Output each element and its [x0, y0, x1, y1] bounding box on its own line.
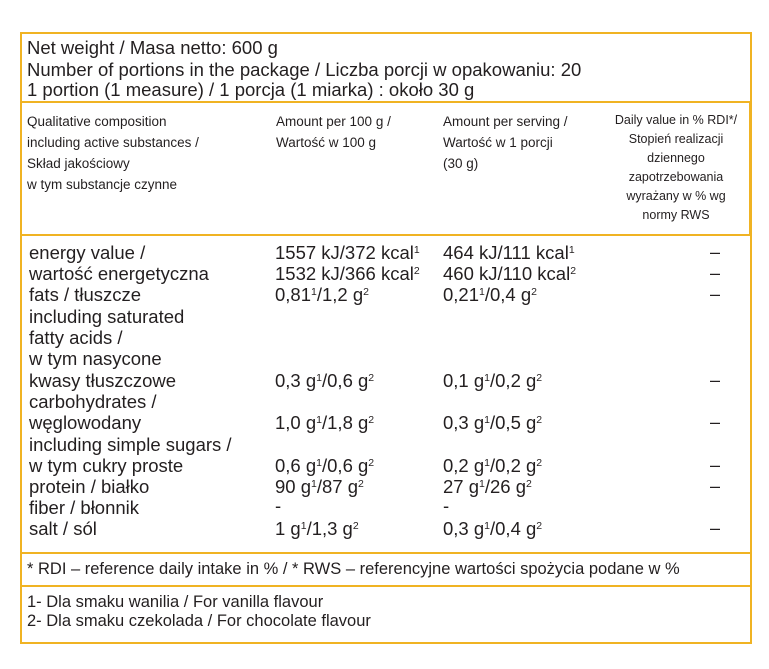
- portion-size: 1 portion (1 measure) / 1 porcja (1 miarka) : około 30 g: [27, 79, 475, 100]
- rdi-footnote: * RDI – reference daily intake in % / * RWS – referencyjne wartości spożycia podane w %: [27, 560, 680, 578]
- row-sugars-name: including simple sugars /: [29, 434, 232, 455]
- row-carbs-per-serving: 0,3 $g^1/0,5$ $g^2$: [443, 412, 543, 433]
- row-carbs-name: carbohydrates /: [29, 391, 157, 412]
- row-fiber-name: fiber / błonnik: [29, 497, 140, 518]
- row-fats-per-serving: 0,21$^1$/0,4 $g^2$: [443, 284, 537, 305]
- divider-columns: [20, 234, 752, 236]
- row-energy-name-pl: wartość energetyczna: [29, 263, 209, 284]
- net-weight: Net weight / Masa netto: 600 g: [27, 37, 278, 58]
- row-sugars-per-serving: 0,2 $g^1/0,2$ $g^2$: [443, 455, 543, 476]
- row-carbs-rdi: –: [710, 412, 721, 432]
- column-header-composition: Qualitative composition including active substances / Skład jakościowy w tym substancje czynne: [27, 114, 199, 192]
- row-fiber-per100: -: [275, 495, 282, 516]
- portions-count: Number of portions in the package / Liczba porcji w opakowaniu: 20: [27, 59, 582, 80]
- column-header-rdi: Daily value in % RDI*/ Stopień realizacji dziennego zapotrzebowania wyrażany w % wg normy RWS: [614, 113, 738, 222]
- row-carbs-per100: 1,0 $g^1/1,8$ $g^2$: [275, 412, 375, 433]
- row-protein-name: protein / białko: [29, 476, 150, 497]
- row-saturated-name-1: including saturated: [29, 306, 185, 327]
- row-fats-rdi: –: [710, 284, 721, 304]
- row-sugars-per100: 0,6 $g^1/0,6$ $g^2$: [275, 455, 375, 476]
- divider-vertical: [749, 101, 751, 234]
- row-salt-name: salt / sól: [29, 518, 97, 539]
- row-saturated-name-4: kwasy tłuszczowe: [29, 370, 177, 391]
- row-energy-per-serving: 464 kJ/111 kcal$^1$: [443, 242, 575, 263]
- divider-header: [20, 101, 752, 103]
- row-salt-per-serving: 0,3 $g^1/0,4$ $g^2$: [443, 518, 543, 539]
- row-saturated-rdi: –: [710, 370, 721, 390]
- row-protein-per-serving: 27 $g^1/26$ $g^2$: [443, 476, 532, 497]
- row-protein-per100: 90 $g^1/87$ $g^2$: [275, 476, 364, 497]
- column-header-per-serving: Amount per serving / Wartość w 1 porcji (30 g): [443, 114, 568, 171]
- flavour-note-chocolate: 2- Dla smaku czekolada / For chocolate flavour: [27, 612, 371, 630]
- row-energy-rdi: –: [710, 242, 721, 262]
- row-protein-rdi: –: [710, 476, 721, 496]
- row-fats-name: fats / tłuszcze: [29, 284, 142, 305]
- row-saturated-per100: 0,3 $g^1/0,6$ $g^2$: [275, 370, 375, 391]
- row-saturated-name-2: fatty acids /: [29, 327, 123, 348]
- row-fiber-per-serving: -: [443, 495, 450, 516]
- column-header-per-100g: Amount per 100 g / Wartość w 100 g: [276, 114, 391, 150]
- row-saturated-name-3: w tym nasycone: [29, 348, 162, 369]
- row-energy-pl-per-serving: 460 kJ/110 kcal$^2$: [443, 263, 577, 284]
- row-energy-pl-rdi: –: [710, 263, 721, 283]
- row-energy-per100: 1557 kJ/372 kcal$^1$: [275, 242, 420, 263]
- row-fats-per100: 0,81$^1$/1,2 $g^2$: [275, 284, 369, 305]
- row-salt-rdi: –: [710, 518, 721, 538]
- row-salt-per100: 1 $g^1/1,3$ $g^2$: [275, 518, 359, 539]
- row-energy-name: energy value /: [29, 242, 146, 263]
- row-saturated-per-serving: 0,1 $g^1/0,2$ $g^2$: [443, 370, 543, 391]
- flavour-note-vanilla: 1- Dla smaku wanilia / For vanilla flavour: [27, 593, 324, 611]
- row-sugars-name-pl: w tym cukry proste: [29, 455, 184, 476]
- row-sugars-rdi: –: [710, 455, 721, 475]
- row-energy-pl-per100: 1532 kJ/366 kcal$^2$: [275, 263, 420, 284]
- row-carbs-name-pl: węglowodany: [29, 412, 142, 433]
- divider-rdi-note: [20, 585, 752, 587]
- divider-rows: [20, 552, 752, 554]
